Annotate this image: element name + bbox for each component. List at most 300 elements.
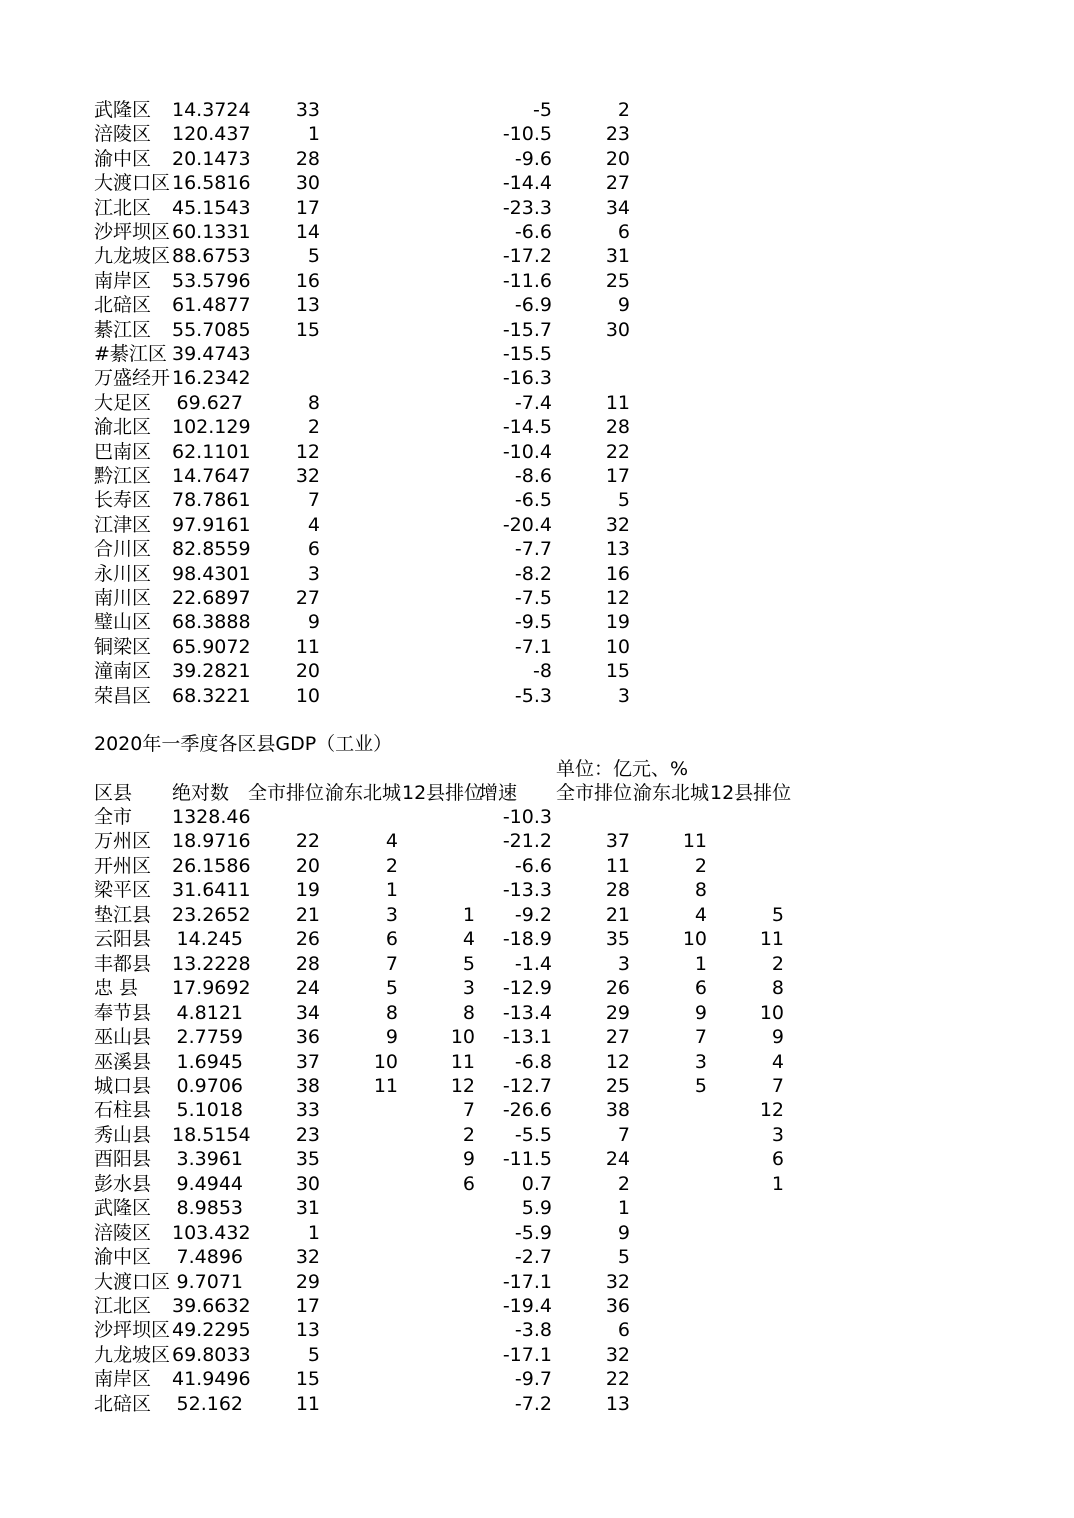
rank-12-counties <box>399 1392 475 1416</box>
growth-rank-northeast <box>631 1196 707 1220</box>
growth-rank-northeast <box>631 269 707 293</box>
rank-city: 36 <box>295 1026 320 1049</box>
header-abs: 绝对数 <box>172 782 230 804</box>
rank-northeast <box>322 366 398 390</box>
absolute-value: 18.9716 <box>172 830 251 853</box>
district-name: 梁平区 <box>94 879 152 902</box>
rank-northeast <box>322 513 398 537</box>
district-name: 酉阳县 <box>94 1148 152 1171</box>
district-name: 南岸区 <box>94 1368 152 1391</box>
absolute-value: 39.6632 <box>172 1295 251 1317</box>
growth-rank-city: 19 <box>605 611 630 634</box>
growth-rank-northeast <box>631 684 707 708</box>
rank-12-counties: 2 <box>462 1123 475 1146</box>
absolute-value: 4.8121 <box>176 1001 243 1024</box>
rank-city: 3 <box>307 562 320 585</box>
rank-city: 14 <box>295 221 320 243</box>
growth-rank-city: 37 <box>605 830 630 853</box>
table-row <box>94 1245 1074 1269</box>
absolute-value: 5.1018 <box>176 1099 243 1122</box>
growth-rank-city <box>554 805 630 829</box>
header-name: 区县 <box>94 782 133 804</box>
rank-northeast: 2 <box>385 854 398 877</box>
absolute-value: 53.5796 <box>172 269 251 292</box>
rank-northeast <box>322 147 398 171</box>
growth-rank-northeast <box>631 1098 707 1122</box>
growth-rate: -14.5 <box>502 416 552 439</box>
growth-rank-city: 3 <box>617 684 630 707</box>
growth-rank-city: 32 <box>605 1270 630 1293</box>
growth-rank-northeast: 1 <box>694 952 707 975</box>
district-name: 城口县 <box>94 1074 152 1097</box>
growth-rank-city: 5 <box>617 1246 630 1269</box>
rank-city: 7 <box>307 489 320 512</box>
rank-12-counties <box>399 586 475 610</box>
rank-12-counties <box>399 635 475 659</box>
district-name: 江津区 <box>94 513 152 536</box>
rank-northeast <box>322 196 398 220</box>
district-name: 大渡口区 <box>94 1270 171 1293</box>
growth-rank-northeast <box>631 98 707 122</box>
rank-city: 33 <box>295 99 320 121</box>
growth-rank-12-counties <box>708 244 784 268</box>
rank-12-counties <box>399 854 475 878</box>
growth-rank-12-counties <box>708 610 784 634</box>
rank-12-counties: 1 <box>462 903 475 926</box>
absolute-value: 62.1101 <box>172 440 251 463</box>
growth-rank-city: 29 <box>605 1001 630 1024</box>
growth-rank-city: 16 <box>605 562 630 585</box>
growth-rank-northeast <box>631 342 707 366</box>
table-row <box>94 854 1074 878</box>
rank-city: 30 <box>295 172 320 195</box>
growth-rank-city: 34 <box>605 196 630 219</box>
district-name: 九龙坡区 <box>94 1343 171 1366</box>
rank-12-counties: 8 <box>462 1001 475 1024</box>
growth-rank-northeast: 8 <box>694 879 707 902</box>
rank-city: 30 <box>295 1172 320 1195</box>
table-row <box>94 1343 1074 1367</box>
rank-city: 20 <box>295 660 320 683</box>
district-name: 巫山县 <box>94 1026 152 1049</box>
rank-12-counties <box>399 366 475 390</box>
rank-12-counties <box>399 1367 475 1391</box>
district-name: 奉节县 <box>94 1001 152 1024</box>
growth-rate: -14.4 <box>502 172 552 195</box>
table-row <box>94 1001 1074 1025</box>
rank-12-counties <box>399 1196 475 1220</box>
growth-rank-12-counties <box>708 805 784 829</box>
absolute-value: 8.9853 <box>176 1197 243 1220</box>
rank-northeast: 3 <box>385 903 398 926</box>
absolute-value: 102.129 <box>172 416 251 439</box>
rank-northeast <box>322 1367 398 1391</box>
growth-rank-city: 12 <box>605 587 630 609</box>
rank-12-counties <box>399 171 475 195</box>
growth-rank-northeast <box>631 464 707 488</box>
growth-rank-city: 12 <box>605 1050 630 1073</box>
growth-rate: -1.4 <box>514 952 552 975</box>
growth-rate: -12.7 <box>502 1074 552 1097</box>
growth-rank-city: 10 <box>605 635 630 658</box>
rank-city: 11 <box>295 635 320 658</box>
district-name: 涪陵区 <box>94 123 152 146</box>
growth-rank-12-counties <box>708 342 784 366</box>
growth-rank-northeast <box>631 122 707 146</box>
rank-northeast <box>322 562 398 586</box>
rank-city: 33 <box>295 1099 320 1122</box>
growth-rank-12-counties: 8 <box>771 977 784 1000</box>
absolute-value: 3.3961 <box>176 1148 243 1171</box>
table-row <box>94 952 1074 976</box>
table-row <box>94 196 1074 220</box>
growth-rank-city: 25 <box>605 1074 630 1097</box>
absolute-value: 88.6753 <box>172 245 251 268</box>
rank-city: 11 <box>295 1392 320 1415</box>
table-row <box>94 269 1074 293</box>
growth-rank-city: 6 <box>617 221 630 243</box>
growth-rank-12-counties <box>708 854 784 878</box>
growth-rank-12-counties <box>708 366 784 390</box>
growth-rank-12-counties: 9 <box>771 1026 784 1049</box>
district-name: 北碚区 <box>94 294 152 317</box>
growth-rank-12-counties <box>708 537 784 561</box>
table-row <box>94 1196 1074 1220</box>
rank-12-counties: 9 <box>462 1148 475 1171</box>
absolute-value: 1328.46 <box>172 806 251 828</box>
growth-rank-12-counties <box>708 464 784 488</box>
header-growth-rank-city: 全市排位 <box>556 782 633 804</box>
rank-12-counties <box>399 878 475 902</box>
unit-label: 单位：亿元、% <box>556 758 689 780</box>
rank-northeast <box>322 342 398 366</box>
rank-city: 21 <box>295 903 320 926</box>
rank-12-counties <box>399 1318 475 1342</box>
growth-rate: -10.5 <box>502 123 552 146</box>
growth-rank-city: 30 <box>605 318 630 341</box>
growth-rank-12-counties <box>708 415 784 439</box>
growth-rank-northeast <box>631 415 707 439</box>
rank-city: 13 <box>295 1319 320 1342</box>
growth-rank-12-counties <box>708 1245 784 1269</box>
growth-rank-northeast <box>631 805 707 829</box>
growth-rank-northeast <box>631 1367 707 1391</box>
growth-rank-city: 11 <box>605 854 630 877</box>
growth-rank-northeast <box>631 1318 707 1342</box>
absolute-value: 69.627 <box>176 391 243 414</box>
growth-rate: -19.4 <box>502 1295 552 1317</box>
growth-rank-city: 13 <box>605 1392 630 1415</box>
table-row <box>94 805 1074 829</box>
growth-rank-city: 17 <box>605 465 630 487</box>
growth-rate: -2.7 <box>514 1246 552 1269</box>
rank-city: 27 <box>295 587 320 609</box>
absolute-value: 97.9161 <box>172 513 251 536</box>
growth-rank-city: 36 <box>605 1295 630 1317</box>
growth-rank-city: 24 <box>605 1148 630 1171</box>
growth-rate: -20.4 <box>502 513 552 536</box>
growth-rank-city: 9 <box>617 1221 630 1244</box>
growth-rank-northeast <box>631 562 707 586</box>
table-row <box>94 1294 1074 1318</box>
rank-12-counties <box>399 684 475 708</box>
rank-city: 13 <box>295 294 320 317</box>
district-name: 南川区 <box>94 587 152 609</box>
growth-rate: -5.5 <box>514 1123 552 1146</box>
rank-12-counties <box>399 415 475 439</box>
rank-12-counties <box>399 488 475 512</box>
rank-12-counties: 11 <box>450 1050 475 1073</box>
district-name: 江北区 <box>94 196 152 219</box>
growth-rank-12-counties: 2 <box>771 952 784 975</box>
rank-northeast <box>322 1123 398 1147</box>
absolute-value: 65.9072 <box>172 635 251 658</box>
growth-rate: -8.2 <box>514 562 552 585</box>
growth-rate: -3.8 <box>514 1319 552 1342</box>
growth-rate: -7.5 <box>514 587 552 609</box>
growth-rank-12-counties <box>708 1343 784 1367</box>
growth-rank-city: 27 <box>605 172 630 195</box>
growth-rank-city: 38 <box>605 1099 630 1122</box>
growth-rank-northeast <box>631 1392 707 1416</box>
rank-city <box>244 342 320 366</box>
growth-rate: -23.3 <box>502 196 552 219</box>
rank-city: 32 <box>295 465 320 487</box>
district-name: 黔江区 <box>94 465 152 487</box>
growth-rank-12-counties <box>708 269 784 293</box>
rank-city: 20 <box>295 854 320 877</box>
growth-rank-12-counties <box>708 122 784 146</box>
growth-rate: -7.2 <box>514 1392 552 1415</box>
table-row <box>94 98 1074 122</box>
rank-city: 10 <box>295 684 320 707</box>
rank-city: 4 <box>307 513 320 536</box>
rank-city: 23 <box>295 1123 320 1146</box>
growth-rate: -26.6 <box>502 1099 552 1122</box>
absolute-value: 7.4896 <box>176 1246 243 1269</box>
growth-rank-northeast: 6 <box>694 977 707 1000</box>
district-name: 江北区 <box>94 1295 152 1317</box>
growth-rank-12-counties <box>708 1196 784 1220</box>
growth-rate: -6.6 <box>514 854 552 877</box>
absolute-value: 49.2295 <box>172 1319 251 1342</box>
rank-city: 9 <box>307 611 320 634</box>
rank-city: 28 <box>295 147 320 170</box>
table-row <box>94 1270 1074 1294</box>
district-name: 涪陵区 <box>94 1221 152 1244</box>
rank-northeast <box>322 1221 398 1245</box>
rank-northeast: 9 <box>385 1026 398 1049</box>
absolute-value: 26.1586 <box>172 854 251 877</box>
growth-rank-northeast <box>631 440 707 464</box>
rank-northeast <box>322 122 398 146</box>
growth-rate: -13.1 <box>502 1026 552 1049</box>
table-row <box>94 342 1074 366</box>
rank-12-counties: 6 <box>462 1172 475 1195</box>
rank-12-counties <box>399 98 475 122</box>
growth-rank-city: 31 <box>605 245 630 268</box>
district-name: 巫溪县 <box>94 1050 152 1073</box>
growth-rank-city: 3 <box>617 952 630 975</box>
rank-northeast <box>322 1196 398 1220</box>
growth-rank-12-counties <box>708 391 784 415</box>
table-row <box>94 440 1074 464</box>
rank-northeast <box>322 1318 398 1342</box>
district-name: 全市 <box>94 806 133 828</box>
rank-northeast <box>322 1392 398 1416</box>
rank-city: 8 <box>307 391 320 414</box>
growth-rank-12-counties: 5 <box>771 903 784 926</box>
growth-rank-city: 6 <box>617 1319 630 1342</box>
growth-rate: -17.1 <box>502 1343 552 1366</box>
rank-northeast <box>322 1343 398 1367</box>
growth-rank-northeast <box>631 318 707 342</box>
rank-northeast <box>322 98 398 122</box>
growth-rank-city: 2 <box>617 99 630 121</box>
rank-city: 17 <box>295 196 320 219</box>
rank-northeast <box>322 805 398 829</box>
rank-12-counties <box>399 440 475 464</box>
growth-rank-city: 32 <box>605 513 630 536</box>
rank-northeast <box>322 318 398 342</box>
table-row <box>94 391 1074 415</box>
table-row <box>94 415 1074 439</box>
growth-rank-northeast <box>631 1172 707 1196</box>
district-name: 綦江区 <box>94 318 152 341</box>
growth-rank-city: 28 <box>605 416 630 439</box>
table-row <box>94 1221 1074 1245</box>
rank-northeast <box>322 586 398 610</box>
growth-rank-12-counties <box>708 147 784 171</box>
district-name: 丰都县 <box>94 952 152 975</box>
rank-city: 37 <box>295 1050 320 1073</box>
rank-12-counties <box>399 1294 475 1318</box>
table-row <box>94 122 1074 146</box>
growth-rate: -18.9 <box>502 928 552 951</box>
growth-rank-northeast <box>631 610 707 634</box>
growth-rank-city: 25 <box>605 269 630 292</box>
rank-city: 5 <box>307 1343 320 1366</box>
growth-rank-12-counties <box>708 220 784 244</box>
rank-northeast <box>322 1098 398 1122</box>
rank-12-counties: 7 <box>462 1099 475 1122</box>
growth-rank-northeast <box>631 196 707 220</box>
absolute-value: 103.432 <box>172 1221 251 1244</box>
rank-city: 34 <box>295 1001 320 1024</box>
absolute-value: 14.245 <box>176 928 243 951</box>
growth-rank-city: 28 <box>605 879 630 902</box>
growth-rank-12-counties <box>708 293 784 317</box>
table-row <box>94 244 1074 268</box>
rank-city: 38 <box>295 1074 320 1097</box>
rank-northeast <box>322 1294 398 1318</box>
rank-northeast <box>322 244 398 268</box>
growth-rank-12-counties: 11 <box>759 928 784 951</box>
rank-northeast <box>322 415 398 439</box>
rank-12-counties: 4 <box>462 928 475 951</box>
growth-rate: -17.2 <box>502 245 552 268</box>
district-name: 渝中区 <box>94 147 152 170</box>
section-title: 2020年一季度各区县GDP（工业） <box>94 733 393 755</box>
growth-rank-12-counties <box>708 440 784 464</box>
rank-northeast <box>322 269 398 293</box>
table-row <box>94 537 1074 561</box>
rank-northeast <box>322 610 398 634</box>
absolute-value: 20.1473 <box>172 147 251 170</box>
growth-rate: -15.5 <box>502 343 552 365</box>
growth-rate: -13.3 <box>502 879 552 902</box>
table-row <box>94 1025 1074 1049</box>
rank-city: 22 <box>295 830 320 853</box>
header-rank-city: 全市排位 <box>248 782 325 804</box>
header-growth-rank-12-counties: 12县排位 <box>710 782 792 804</box>
growth-rank-northeast <box>631 220 707 244</box>
growth-rank-12-counties: 12 <box>759 1099 784 1122</box>
growth-rank-northeast <box>631 1221 707 1245</box>
growth-rate: -21.2 <box>502 830 552 853</box>
absolute-value: 22.6897 <box>172 587 251 609</box>
district-name: 武隆区 <box>94 99 152 121</box>
rank-city: 15 <box>295 1368 320 1391</box>
absolute-value: 23.2652 <box>172 903 251 926</box>
growth-rank-12-counties <box>708 318 784 342</box>
growth-rank-12-counties <box>708 829 784 853</box>
district-name: 荣昌区 <box>94 684 152 707</box>
growth-rank-city: 32 <box>605 1343 630 1366</box>
rank-northeast: 8 <box>385 1001 398 1024</box>
absolute-value: 13.2228 <box>172 952 251 975</box>
rank-city: 16 <box>295 269 320 292</box>
growth-rank-city: 21 <box>605 903 630 926</box>
absolute-value: 82.8559 <box>172 538 251 561</box>
growth-rate: -9.5 <box>514 611 552 634</box>
growth-rank-northeast: 9 <box>694 1001 707 1024</box>
table-row <box>94 1147 1074 1171</box>
absolute-value: 9.7071 <box>176 1270 243 1293</box>
rank-city: 29 <box>295 1270 320 1293</box>
absolute-value: 68.3221 <box>172 684 251 707</box>
district-name: 合川区 <box>94 538 152 561</box>
rank-12-counties <box>399 464 475 488</box>
header-rank-12-counties: 12县排位 <box>402 782 484 804</box>
growth-rate: -8 <box>533 660 552 683</box>
rank-12-counties <box>399 342 475 366</box>
growth-rank-12-counties <box>708 1221 784 1245</box>
header-row <box>94 781 1074 805</box>
growth-rate: -7.1 <box>514 635 552 658</box>
rank-12-counties <box>399 196 475 220</box>
growth-rank-12-counties <box>708 1367 784 1391</box>
rank-northeast <box>322 1245 398 1269</box>
table-row <box>94 488 1074 512</box>
absolute-value: 9.4944 <box>176 1172 243 1195</box>
growth-rank-northeast <box>631 366 707 390</box>
absolute-value: 39.4743 <box>172 343 251 365</box>
district-name: 北碚区 <box>94 1392 152 1415</box>
growth-rank-12-counties <box>708 878 784 902</box>
growth-rate: -7.7 <box>514 538 552 561</box>
growth-rank-12-counties <box>708 98 784 122</box>
growth-rank-12-counties <box>708 586 784 610</box>
growth-rate: -16.3 <box>502 367 552 390</box>
rank-northeast <box>322 293 398 317</box>
absolute-value: 16.5816 <box>172 172 251 195</box>
table-row <box>94 610 1074 634</box>
rank-12-counties <box>399 562 475 586</box>
absolute-value: 98.4301 <box>172 562 251 585</box>
district-name: 巴南区 <box>94 440 152 463</box>
table-row <box>94 1392 1074 1416</box>
